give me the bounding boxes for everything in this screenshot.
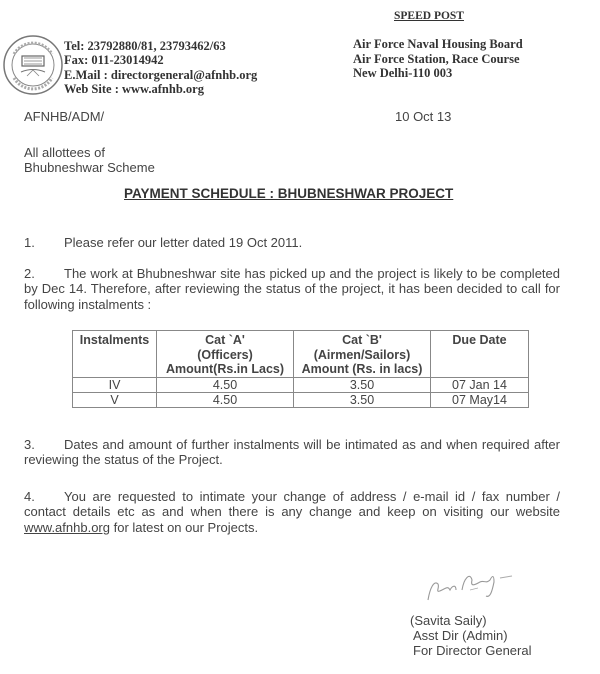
handwritten-signature-icon	[420, 560, 530, 610]
cell-due-date: 07 May14	[431, 392, 529, 407]
fax: Fax: 011-23014942	[64, 53, 164, 68]
header-text: Amount(Rs.in Lacs)	[165, 362, 285, 376]
recipient	[24, 145, 155, 175]
paragraph-text: Dates and amount of further instalments will be intimated as and when required after reviewing the status of the Project.	[24, 437, 560, 468]
header-text: Cat `B'	[342, 333, 382, 347]
telephone: Tel: 23792880/81, 23793462/63	[64, 39, 226, 53]
paragraph-text: The work at Bhubneshwar site has picked up and the project is likely to be completed by Dec 14. Therefore, after reviewing the status of the project, it has been decided to call for following instalments :	[24, 266, 560, 312]
paragraph-3	[24, 437, 560, 468]
header-cat-b	[294, 331, 431, 378]
header-text: Due Date	[452, 333, 507, 347]
signatory-name: (Savita Saily)	[410, 613, 487, 628]
speed-post-label: SPEED POST	[394, 10, 464, 22]
cell-cat-a-amount: 4.50	[157, 377, 294, 392]
recipient-line-2: Bhubneshwar Scheme	[24, 160, 155, 175]
cell-cat-b-amount: 3.50	[294, 377, 431, 392]
paragraph-1	[24, 235, 560, 250]
header-cat-a	[157, 331, 294, 378]
paragraph-text: for latest on our Projects.	[110, 519, 259, 535]
cell-due-date: 07 Jan 14	[431, 377, 529, 392]
cell-instalment: V	[73, 392, 157, 407]
address-line-2: Air Force Station, Race Course	[353, 51, 520, 66]
header-text: Cat `A'	[205, 333, 245, 347]
header-due-date	[431, 331, 529, 378]
address-line-1: Air Force Naval Housing Board	[353, 37, 523, 51]
header-text: Instalments	[79, 333, 150, 347]
signatory-designation: Asst Dir (Admin)	[413, 628, 508, 644]
signatory-block	[410, 613, 531, 659]
email: E.Mail : directorgeneral@afnhb.org	[64, 67, 258, 82]
cell-cat-a-amount: 4.50	[157, 392, 294, 407]
paragraph-4	[24, 489, 560, 535]
paragraph-text: Please refer our letter dated 19 Oct 2011.	[64, 235, 303, 250]
letter-date: 10 Oct 13	[395, 109, 452, 124]
header-text: (Airmen/Sailors)	[313, 347, 411, 362]
cell-cat-b-amount: 3.50	[294, 392, 431, 407]
signatory-for: For Director General	[413, 643, 532, 659]
recipient-line-1: All allottees of	[24, 145, 105, 160]
sender-address	[353, 37, 523, 81]
website-link[interactable]: www.afnhb.org	[24, 519, 110, 535]
paragraph-number: 4.	[24, 489, 35, 504]
paragraph-number: 3.	[24, 437, 35, 452]
reference-number: AFNHB/ADM/	[24, 109, 105, 124]
letter-title: PAYMENT SCHEDULE : BHUBNESHWAR PROJECT	[124, 186, 454, 201]
afnhb-emblem-icon	[2, 34, 64, 96]
table-header-row	[73, 331, 529, 378]
paragraph-number: 1.	[24, 235, 35, 250]
contact-block	[64, 39, 257, 96]
header-text: Amount (Rs. in lacs)	[301, 362, 423, 376]
paragraph-number: 2.	[24, 266, 35, 281]
paragraph-2	[24, 266, 560, 312]
website: Web Site : www.afnhb.org	[64, 81, 204, 96]
paragraph-text: You are requested to intimate your change of address / e-mail id / fax number / contact details etc as and when there is any change and keep on visiting our website	[24, 489, 560, 520]
header-instalments	[73, 331, 157, 378]
header-text: (Officers)	[197, 347, 253, 362]
cell-instalment: IV	[73, 377, 157, 392]
instalment-table	[72, 330, 529, 408]
table-row	[73, 392, 529, 407]
table-row	[73, 377, 529, 392]
address-line-3: New Delhi-110 003	[353, 66, 453, 80]
